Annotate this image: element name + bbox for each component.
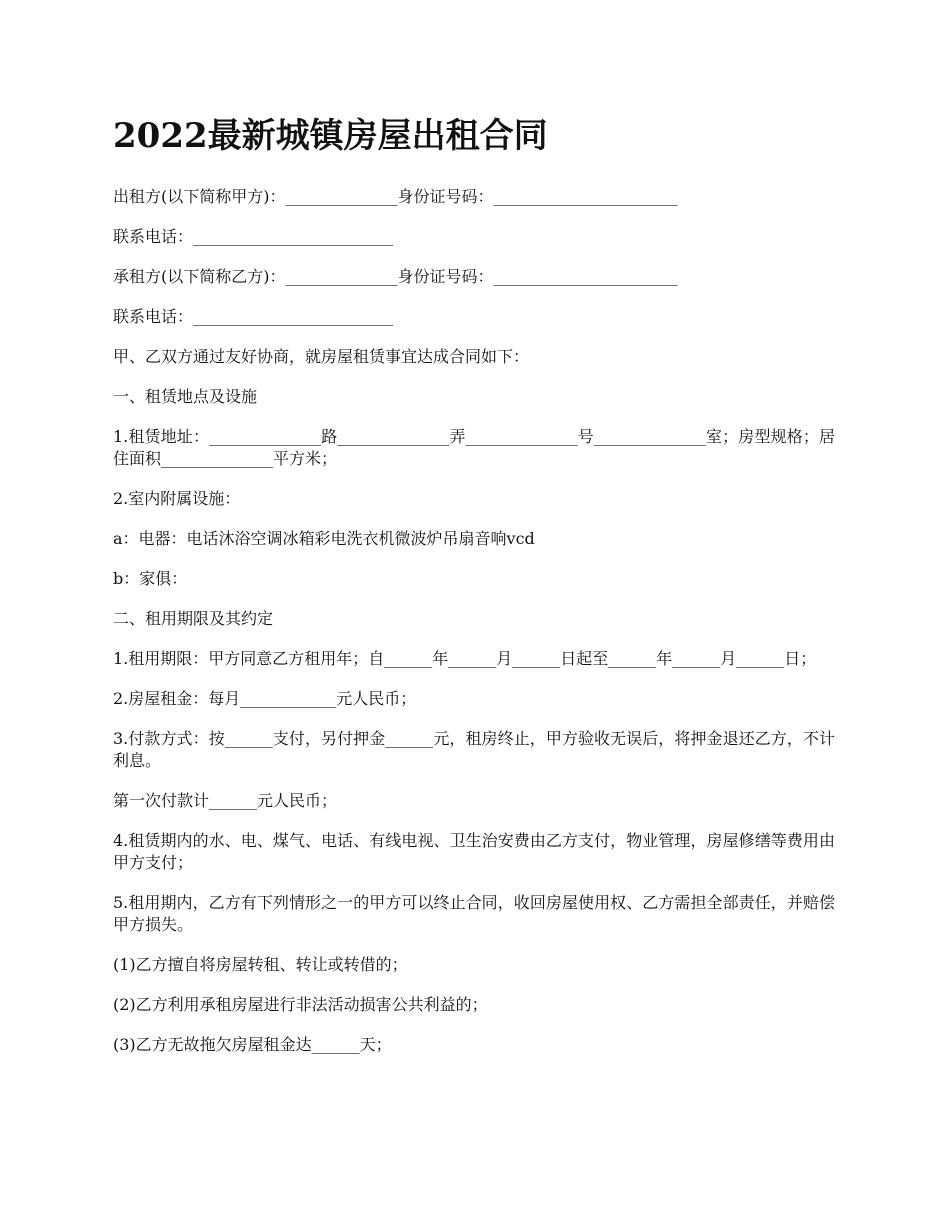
document-title: 2022最新城镇房屋出租合同 [113, 116, 548, 156]
lessee-line: 承租方(以下简称乙方)：______________身份证号码：_______________________ [113, 267, 678, 286]
lessee-phone-line: 联系电话：_________________________ [113, 307, 394, 326]
section-heading-1: 一、租赁地点及设施 [113, 387, 258, 406]
clause-address: 1.租赁地址：______________路______________弄______________号______________室；房型规格；居住面积______________平方米； [113, 427, 835, 468]
clause-rent: 2.房屋租金：每月____________元人民币； [113, 689, 417, 708]
lessor-phone-line: 联系电话：_________________________ [113, 227, 394, 246]
agreement-intro: 甲、乙双方通过友好协商，就房屋租赁事宜达成合同如下： [113, 347, 530, 366]
clause-first-payment: 第一次付款计______元人民币； [113, 791, 338, 810]
termination-case-2: (2)乙方利用承租房屋进行非法活动损害公共利益的； [113, 995, 488, 1014]
termination-case-3: (3)乙方无故拖欠房屋租金达______天； [113, 1035, 392, 1054]
lessor-line: 出租方(以下简称甲方)：______________身份证号码：_______________________ [113, 187, 678, 206]
clause-facilities: 2.室内附属设施： [113, 489, 241, 508]
clause-termination: 5.租用期内，乙方有下列情形之一的甲方可以终止合同，收回房屋使用权、乙方需担全部责任，并赔偿甲方损失。 [113, 893, 835, 934]
clause-utilities: 4.租赁期内的水、电、煤气、电话、有线电视、卫生治安费由乙方支付，物业管理，房屋修缮等费用由甲方支付； [113, 831, 835, 872]
clause-appliances: a：电器：电话沐浴空调冰箱彩电洗衣机微波炉吊扇音响vcd [113, 529, 535, 548]
document-page [113, 112, 835, 1074]
section-heading-2: 二、租用期限及其约定 [113, 609, 274, 628]
clause-furniture: b：家俱： [113, 569, 188, 588]
clause-term: 1.租用期限：甲方同意乙方租用年；自______年______月______日起至______年______月______日； [113, 649, 817, 668]
termination-case-1: (1)乙方擅自将房屋转租、转让或转借的； [113, 955, 408, 974]
clause-payment: 3.付款方式：按______支付，另付押金______元，租房终止，甲方验收无误后，将押金退还乙方，不计利息。 [113, 729, 835, 770]
